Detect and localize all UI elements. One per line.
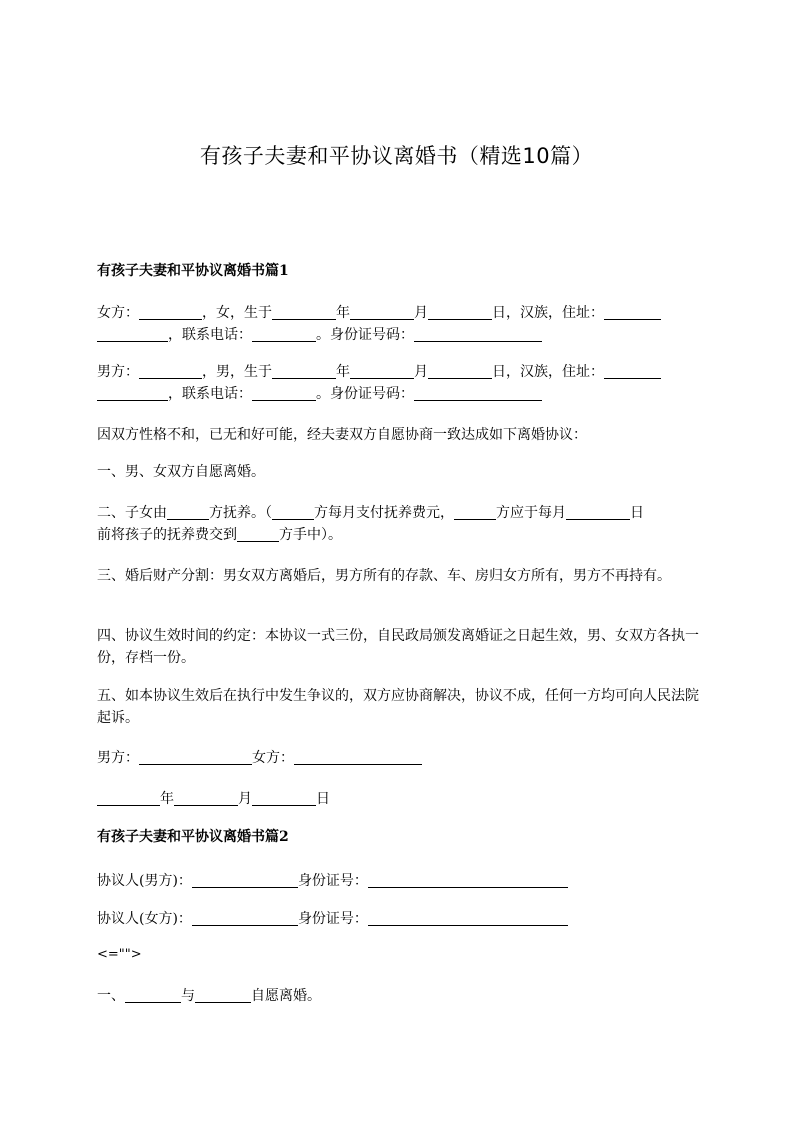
section-2-clause-1: 一、 与 自愿离婚。 — [97, 988, 321, 1004]
signature-line: 男方： 女方： — [97, 747, 702, 769]
female-info: 女方： ，女，生于 年 月 日，汉族，住址： ，联系电话： 。身份证号码： — [97, 302, 702, 346]
section-2-heading: 有孩子夫妻和平协议离婚书篇2 — [97, 829, 289, 845]
clause-1: 一、男、女双方自愿离婚。 — [97, 464, 265, 480]
male-info: 男方： ，男，生于 年 月 日，汉族，住址： ，联系电话： 。身份证号码： — [97, 361, 702, 405]
date-line: 年 月 日 — [97, 788, 702, 810]
clause-2: 二、子女由 方抚养。（ 方每月支付抚养费元， 方应于每月 日 前将孩子的抚养费交到 方手中）。 — [97, 505, 644, 543]
clause-3: 三、婚后财产分割：男女双方离婚后，男方所有的存款、车、房归女方所有，男方不再持有。 — [97, 568, 671, 584]
section-1-heading: 有孩子夫妻和平协议离婚书篇1 — [97, 263, 289, 279]
party-female: 协议人(女方)： 身份证号： — [97, 908, 702, 930]
document-title: 有孩子夫妻和平协议离婚书（精选10篇） — [199, 144, 594, 168]
stray-markup-text: <=""> — [97, 947, 142, 962]
clause-4: 四、协议生效时间的约定：本协议一式三份，自民政局颁发离婚证之日起生效，男、女双方各执一份，存档一份。 — [97, 628, 699, 666]
clause-5: 五、如本协议生效后在执行中发生争议的，双方应协商解决，协议不成，任何一方均可向人民法院起诉。 — [97, 688, 699, 726]
intro-text: 因双方性格不和，已无和好可能，经夫妻双方自愿协商一致达成如下离婚协议： — [97, 427, 587, 443]
party-male: 协议人(男方)： 身份证号： — [97, 870, 702, 892]
